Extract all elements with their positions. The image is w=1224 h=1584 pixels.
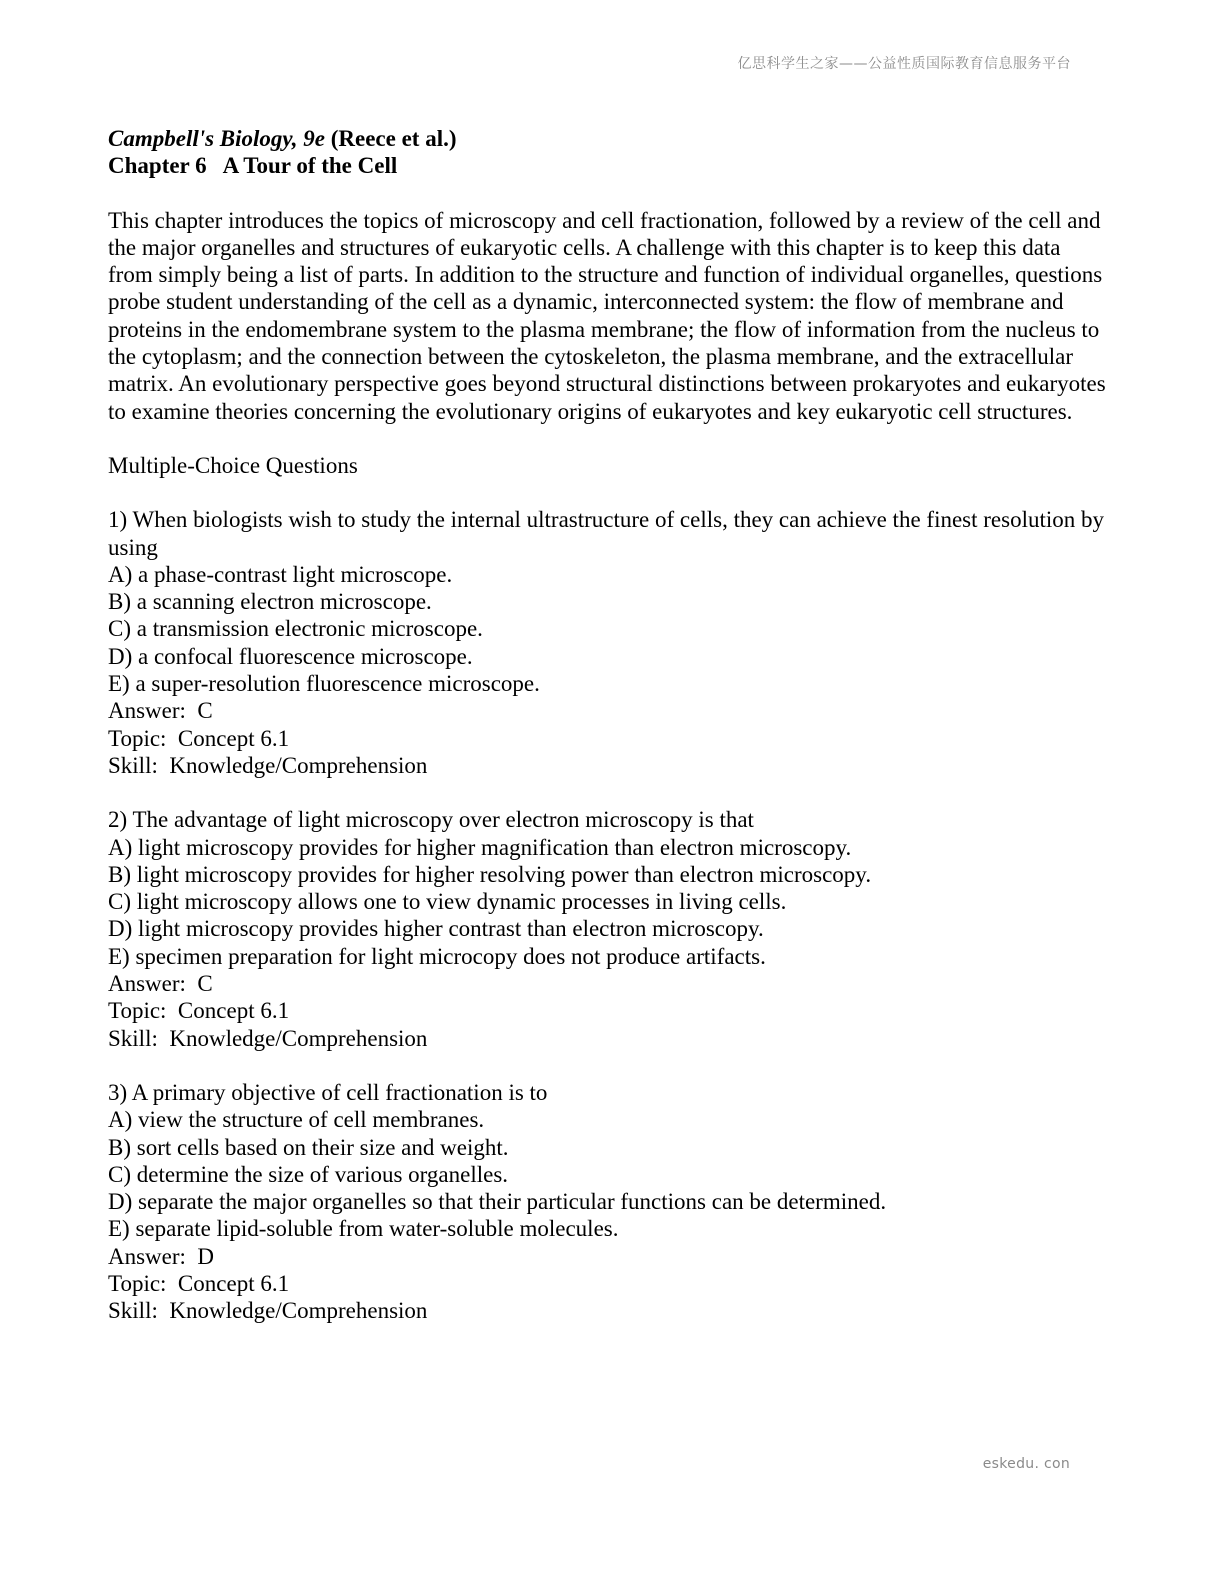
topic: Topic: Concept 6.1 [108, 725, 290, 751]
option-a: A) light microscopy provides for higher magnification than electron microscopy. [108, 834, 852, 860]
book-authors: (Reece et al.) [325, 126, 457, 151]
answer: Answer: C [108, 971, 213, 997]
option-e: E) a super-resolution fluorescence microscope. [108, 671, 540, 697]
option-b: B) a scanning electron microscope. [108, 589, 432, 615]
option-d: D) a confocal fluorescence microscope. [108, 643, 473, 669]
answer: Answer: D [108, 1243, 215, 1269]
document-body [108, 125, 1108, 1325]
option-a: A) view the structure of cell membranes. [108, 1107, 485, 1133]
option-c: C) light microscopy allows one to view dynamic processes in living cells. [108, 889, 787, 915]
question-2 [108, 806, 1108, 1052]
section-heading: Multiple-Choice Questions [108, 452, 358, 478]
question-1 [108, 506, 1108, 779]
topic: Topic: Concept 6.1 [108, 1270, 290, 1296]
option-a: A) a phase-contrast light microscope. [108, 561, 453, 587]
question-stem: 3) A primary objective of cell fractionation is to [108, 1079, 548, 1105]
option-b: B) light microscopy provides for higher resolving power than electron microscopy. [108, 861, 872, 887]
option-d: D) light microscopy provides higher contrast than electron microscopy. [108, 916, 764, 942]
book-title: Campbell's Biology, 9e [108, 126, 325, 151]
topic: Topic: Concept 6.1 [108, 998, 290, 1024]
option-e: E) specimen preparation for light microcopy does not produce artifacts. [108, 943, 766, 969]
option-c: C) determine the size of various organelles. [108, 1161, 509, 1187]
skill: Skill: Knowledge/Comprehension [108, 1025, 428, 1051]
chapter-title: Chapter 6 A Tour of the Cell [108, 153, 398, 179]
skill: Skill: Knowledge/Comprehension [108, 1298, 428, 1324]
book-title-line [108, 125, 1108, 152]
option-d: D) separate the major organelles so that their particular functions can be determined. [108, 1189, 887, 1215]
skill: Skill: Knowledge/Comprehension [108, 752, 428, 778]
answer: Answer: C [108, 698, 213, 724]
option-e: E) separate lipid-soluble from water-soluble molecules. [108, 1216, 619, 1242]
header-watermark: 亿思科学生之家——公益性质国际教育信息服务平台 [737, 56, 1071, 72]
footer-watermark: eskedu. con [982, 1456, 1070, 1472]
question-stem: 1) When biologists wish to study the internal ultrastructure of cells, they can achieve the finest resolution by using [108, 507, 1104, 560]
option-b: B) sort cells based on their size and weight. [108, 1134, 509, 1160]
chapter-intro: This chapter introduces the topics of microscopy and cell fractionation, followed by a review of the cell and the major organelles and structures of eukaryotic cells. A challenge with this chapter is to keep this data from simply being a list of parts. In addition to the structure and function of individual organelles, questions probe student understanding of the cell as a dynamic, interconnected system: the flow of membrane and proteins in the endomembrane system to the plasma membrane; the flow of information from the nucleus to the cytoplasm; and the connection between the cytoskeleton, the plasma membrane, and the extracellular matrix. An evolutionary perspective goes beyond structural distinctions between prokaryotes and eukaryotes to examine theories concerning the evolutionary origins of eukaryotes and key eukaryotic cell structures. [108, 207, 1106, 424]
option-c: C) a transmission electronic microscope. [108, 616, 483, 642]
question-stem: 2) The advantage of light microscopy over electron microscopy is that [108, 807, 754, 833]
question-3 [108, 1079, 1108, 1325]
